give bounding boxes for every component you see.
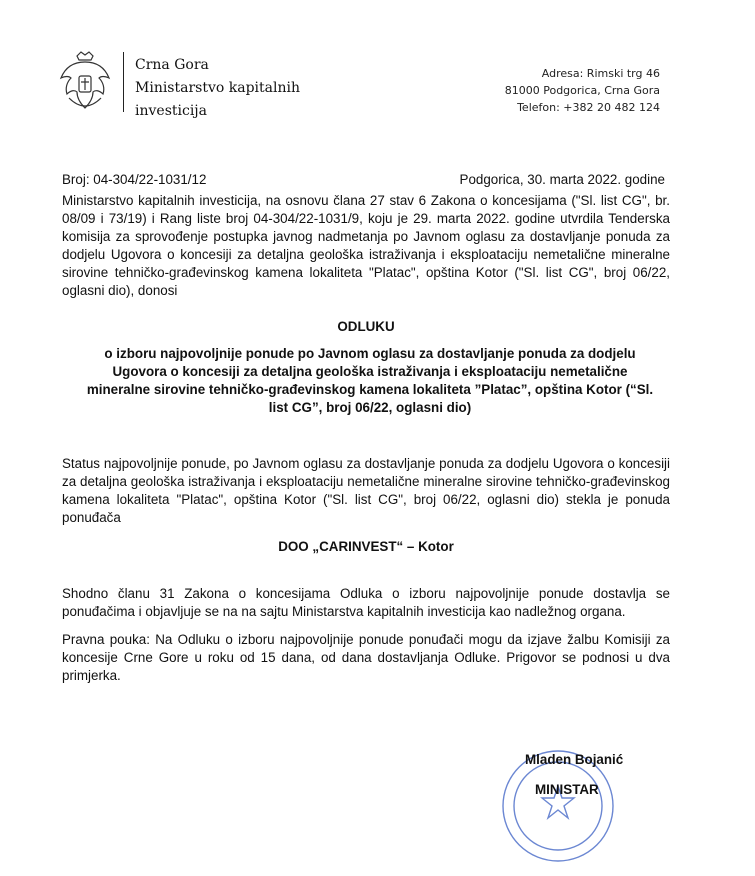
letterhead [55,48,355,120]
legal-remedy-paragraph: Pravna pouka: Na Odluku o izboru najpovoljnije ponude ponuđači mogu da izjave žalbu Komisiji za koncesije Crne Gore u roku od 15 dana, od dana dostavljanja Odluke. Prigovor se podnosi u dva primjerka. [62,632,670,683]
city-line: 81000 Podgorica, Crna Gora [504,84,660,97]
header-divider [123,52,124,112]
winning-company: DOO „CARINVEST“ – Kotor [278,539,454,554]
decision-title: ODLUKU [337,319,395,334]
status-paragraph: Status najpovoljnije ponude, po Javnom oglasu za dostavljanje ponuda za dodjelu Ugovora o koncesiji za detaljna geološka istraživanja i eksploataciju nemetalične mineralne sirovine tehničko-građevinskog kamena lokaliteta "Platac", opština Kotor ("Sl. list CG", broj 06/22, oglasni dio) stekla je ponuda ponuđača [62,456,670,525]
signatory-name: Mladen Bojanić [525,752,624,767]
address-block [505,65,660,116]
coat-of-arms-icon [55,48,115,116]
document-date: Podgorica, 30. marta 2022. godine [459,172,665,187]
decision-subtitle: o izboru najpovoljnije ponude po Javnom oglasu za dostavljanje ponuda za dodjelu Ugovora o koncesiji za detaljna geološka istraživanja i eksploataciju nemetalične mineralne sirovine tehničko-građevinskog kamena lokaliteta ”Platac”, opština Kotor (“Sl. list CG”, broj 06/22, oglasni dio) [86,346,654,415]
country-name: Crna Gora [135,57,209,73]
ministry-name: Ministarstvo kapitalnih investicija [135,80,300,119]
address-line: Adresa: Rimski trg 46 [541,67,660,80]
intro-paragraph: Ministarstvo kapitalnih investicija, na osnovu člana 27 stav 6 Zakona o koncesijama ("Sl. list CG", br. 08/09 i 73/19) i Rang liste broj 04-304/22-1031/9, koju je 29. marta 2022. godine utvrdila Tenderska komisija za sprovođenje postupka javnog nadmetanja po Javnom oglasu za dostavljanje ponuda za dodjelu Ugovora o koncesiji za detaljna geološka istraživanja i eksploataciju nemetalične mineralne sirovine tehničko-građevinskog kamena lokaliteta "Platac", opština Kotor ("Sl. list CG", broj 06/22, oglasni dio), donosi [62,193,670,298]
organization-block [135,54,355,123]
signatory-role: MINISTAR [535,782,599,797]
delivery-paragraph: Shodno članu 31 Zakona o koncesijama Odluka o izboru najpovoljnije ponude dostavlja se ponuđačima i objavljuje se na na sajtu Ministarstva kapitalnih investicija kao nadležnog organa. [62,586,670,619]
reference-number: Broj: 04-304/22-1031/12 [62,172,207,187]
phone-line: Telefon: +382 20 482 124 [517,101,660,114]
